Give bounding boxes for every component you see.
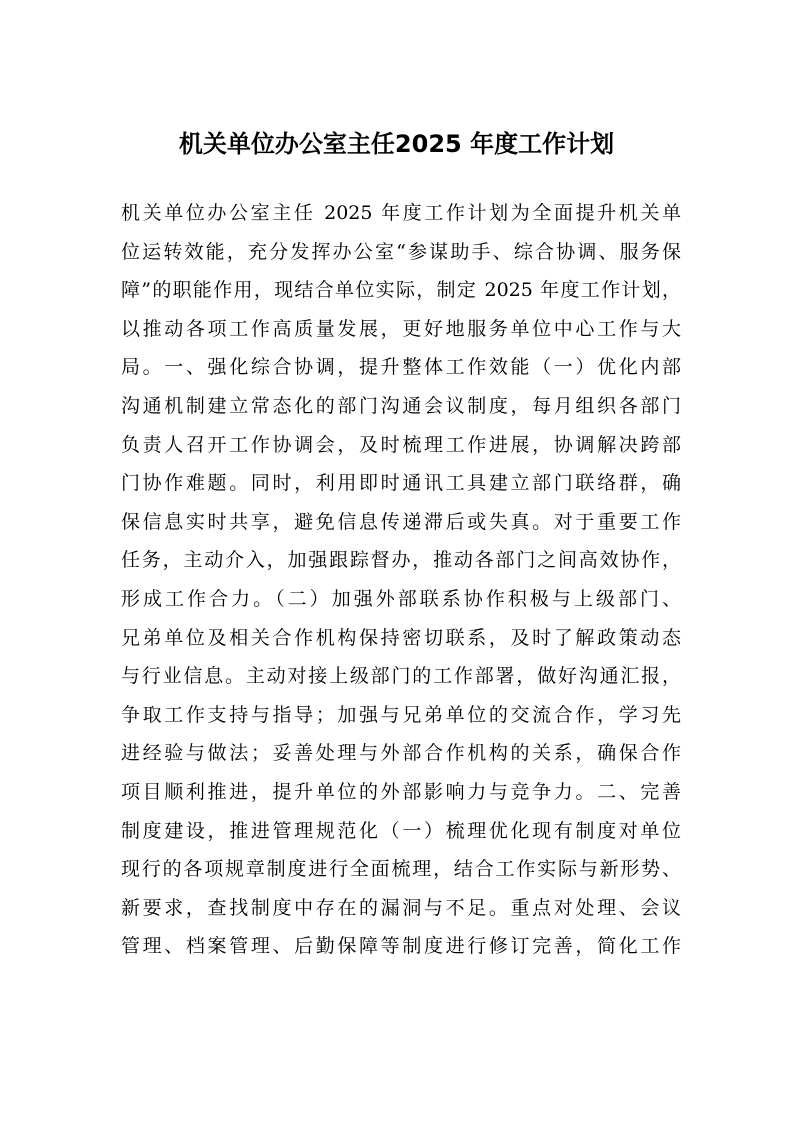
body-line: 障”的职能作用，现结合单位实际，制定 2025 年度工作计划， (121, 279, 681, 302)
body-line: 局。一、强化综合协调，提升整体工作效能（一）优化内部 (121, 356, 681, 379)
document-body (121, 194, 681, 966)
body-line: 负责人召开工作协调会，及时梳理工作进展，协调解决跨部 (121, 433, 681, 456)
body-line: 机关单位办公室主任 2025 年度工作计划为全面提升机关单 (121, 202, 681, 224)
body-line: 门协作难题。同时，利用即时通讯工具建立部门联络群，确 (121, 472, 681, 495)
body-line: 形成工作合力。（二）加强外部联系协作积极与上级部门、 (121, 587, 681, 610)
body-line: 制度建设，推进管理规范化（一）梳理优化现有制度对单位 (121, 819, 681, 842)
body-line: 兄弟单位及相关合作机构保持密切联系，及时了解政策动态 (121, 626, 681, 649)
body-line: 任务，主动介入，加强跟踪督办，推动各部门之间高效协作， (121, 549, 681, 572)
body-line: 进经验与做法；妥善处理与外部合作机构的关系，确保合作 (121, 742, 681, 765)
body-line: 位运转效能，充分发挥办公室“参谋助手、综合协调、服务保 (121, 240, 681, 263)
document-title: 机关单位办公室主任2025 年度工作计划 (178, 130, 615, 158)
body-line: 争取工作支持与指导；加强与兄弟单位的交流合作，学习先 (121, 703, 681, 726)
body-line: 管理、档案管理、后勤保障等制度进行修订完善，简化工作 (121, 935, 681, 958)
body-line: 以推动各项工作高质量发展，更好地服务单位中心工作与大 (121, 317, 681, 340)
body-line: 沟通机制建立常态化的部门沟通会议制度，每月组织各部门 (121, 394, 681, 417)
body-line: 保信息实时共享，避免信息传递滞后或失真。对于重要工作 (121, 510, 681, 533)
body-line: 与行业信息。主动对接上级部门的工作部署，做好沟通汇报， (121, 665, 681, 688)
body-line: 新要求，查找制度中存在的漏洞与不足。重点对处理、会议 (121, 896, 681, 919)
body-line: 现行的各项规章制度进行全面梳理，结合工作实际与新形势、 (121, 858, 681, 881)
body-line: 项目顺利推进，提升单位的外部影响力与竞争力。二、完善 (121, 780, 681, 803)
